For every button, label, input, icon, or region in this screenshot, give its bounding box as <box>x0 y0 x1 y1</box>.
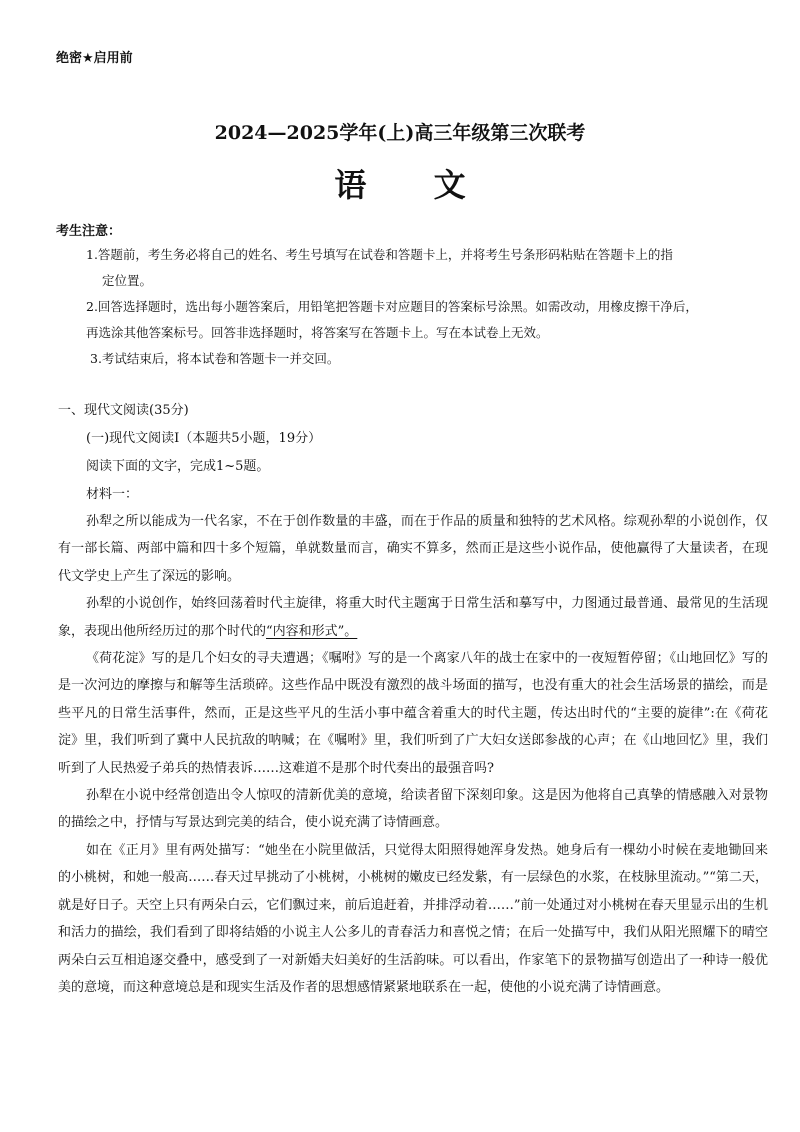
paragraph-5: 如在《正月》里有两处描写：“她坐在小院里做活，只觉得太阳照得她浑身发热。她身后有一棵幼小时候在麦地锄回来的小桃树，和她一般高……春天过早挑动了小桃树，小桃树的嫩皮已经发紫，有一层绿色的水浆，在枝脉里流动。”“第二天，就是好日子。天空上只有两朵白云，它们飘过来，前后追赶着，并排浮动着……”前一处通过对小桃树在春天里显示出的生机和活力的描绘，我们看到了即将结婚的小说主人公多儿的青春活力和喜悦之情；在后一处描写中，我们从阳光照耀下的晴空两朵白云互相追逐交叠中，感受到了一对新婚夫妇美好的生活韵味。可以看出，作家笔下的景物描写创造出了一种诗一般优美的意境，而这种意境总是和现实生活及作者的思想感情紧紧地联系在一起，使他的小说充满了诗情画意。 <box>58 842 768 995</box>
notice-item-2 <box>86 294 766 346</box>
notice-item-1-line-1: 1.答题前，考生务必将自己的姓名、考生号填写在试卷和答题卡上，并将考生号条形码粘贴在答题卡上的指 <box>86 247 673 262</box>
instruction: 阅读下面的文字，完成1~5题。 <box>86 459 270 474</box>
notice-item-2-line-2: 再选涂其他答案标号。回答非选择题时，将答案写在答题卡上。写在本试卷上无效。 <box>86 325 549 340</box>
underlined-phrase: “内容和形式”。 <box>266 623 358 639</box>
paragraph-3: 《荷花淀》写的是几个妇女的寻夫遭遇；《嘱咐》写的是一个离家八年的战士在家中的一夜短暂停留；《山地回忆》写的是一次河边的摩擦与和解等生活琐碎。这些作品中既没有激烈的战斗场面的描写，也没有重大的社会生活场景的描绘，而是些平凡的日常生活事件，然而，正是这些平凡的生活小事中蕴含着重大的时代主题，传达出时代的“主要的旋律”:在《荷花淀》里，我们听到了冀中人民抗敌的呐喊；在《嘱咐》里，我们听到了广大妇女送郎参战的心声；在《山地回忆》里，我们听到了人民热爱子弟兵的热情表诉……这难道不是那个时代奏出的最强音吗? <box>58 651 768 776</box>
material-label: 材料一： <box>86 487 139 502</box>
reading-passage <box>58 508 768 1001</box>
subsection-heading: (一)现代文阅读Ⅰ（本题共5小题，19分） <box>86 431 322 446</box>
paragraph-2 <box>58 590 768 645</box>
notice-heading: 考生注意： <box>56 224 122 239</box>
notice-item-3: 3.考试结束后，将本试卷和答题卡一并交回。 <box>90 351 340 366</box>
paragraph-2-text: 孙犁的小说创作，始终回荡着时代主旋律，将重大时代主题寓于日常生活和摹写中，力图通过最普通、最常见的生活现象，表现出他所经历过的那个时代的 <box>58 596 768 639</box>
exam-title: 2024—2025学年(上)高三年级第三次联考 <box>214 122 586 144</box>
paragraph-4: 孙犁在小说中经常创造出令人惊叹的清新优美的意境，给读者留下深刻印象。这是因为他将自己真挚的情感融入对景物的描绘之中，抒情与写景达到完美的结合，使小说充满了诗情画意。 <box>58 788 768 831</box>
paragraph-1: 孙犁之所以能成为一代名家，不在于创作数量的丰盛，而在于作品的质量和独特的艺术风格。综观孙犁的小说创作，仅有一部长篇、两部中篇和四十多个短篇，单就数量而言，确实不算多，然而正是这些小说作品，使他赢得了大量读者，在现代文学史上产生了深远的影响。 <box>58 514 768 584</box>
notice-item-1 <box>86 242 766 294</box>
section-heading: 一、现代文阅读(35分) <box>58 403 189 418</box>
subject-title: 语 文 <box>334 166 494 204</box>
notice-item-1-line-2: 定位置。 <box>102 273 153 288</box>
confidential-label: 绝密★启用前 <box>56 51 133 66</box>
notice-item-2-line-1: 2.回答选择题时，选出每小题答案后，用铅笔把答题卡对应题目的答案标号涂黑。如需改动，用橡皮擦干净后， <box>86 299 698 314</box>
